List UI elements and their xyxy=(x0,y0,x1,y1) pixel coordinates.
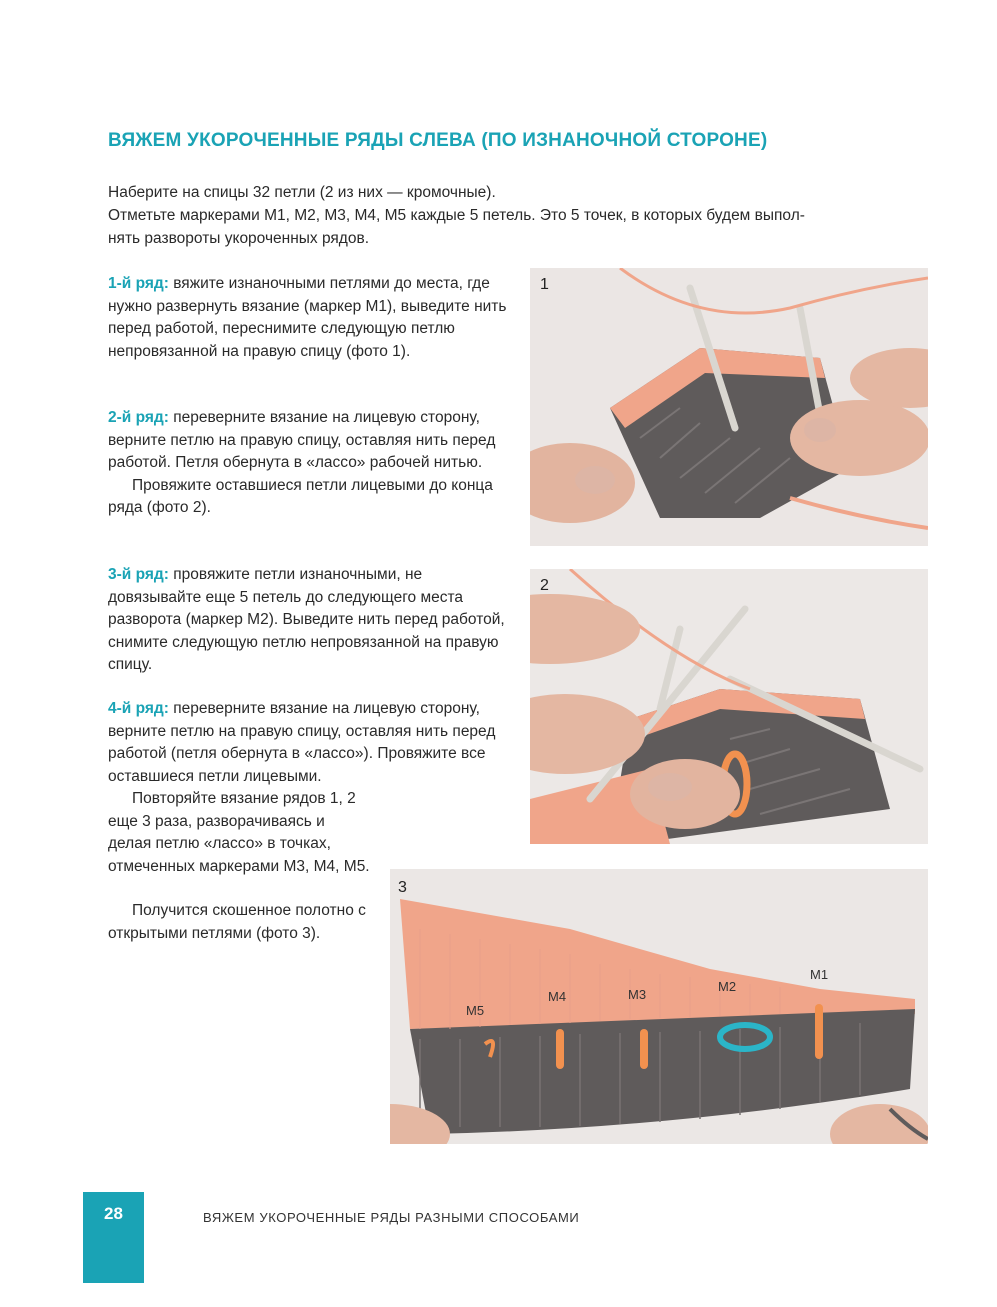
photo-2-number: 2 xyxy=(540,577,549,594)
photo-2 xyxy=(530,569,928,844)
row-1-label: 1-й ряд: xyxy=(108,275,169,292)
row-1-text: вяжите изнаночными петлями до места, где нужно развернуть вязание (маркер М1), выведите нить перед работой, переснимите следующую петлю непровязанной на правую спицу (фото 1). xyxy=(108,275,507,360)
photo-3-number: 3 xyxy=(398,879,407,896)
section-heading: ВЯЖЕМ УКОРОЧЕННЫЕ РЯДЫ СЛЕВА (ПО ИЗНАНОЧНОЙ СТОРОНЕ) xyxy=(108,130,768,151)
page-number: 28 xyxy=(104,1204,123,1223)
row-4-instruction xyxy=(108,698,508,788)
marker-label-m4: М4 xyxy=(548,989,567,1004)
intro-line-2: Отметьте маркерами М1, М2, М3, М4, М5 каждые 5 петель. Это 5 точек, в которых будем выпол- xyxy=(108,207,805,224)
intro-line-3: нять развороты укороченных рядов. xyxy=(108,230,370,247)
row-2-instruction xyxy=(108,407,508,520)
marker-label-m2: М2 xyxy=(718,979,737,994)
row-2-extra: Провяжите оставшиеся петли лицевыми до конца ряда (фото 2). xyxy=(108,476,493,516)
intro-line-1: Наберите на спицы 32 петли (2 из них — кромочные). xyxy=(108,184,496,201)
intro-paragraph xyxy=(108,181,928,250)
photo-2-illustration xyxy=(530,569,928,844)
photo-1-illustration xyxy=(530,268,928,546)
repeat-text: Повторяйте вязание рядов 1, 2 еще 3 раза, разворачиваясь и делая петлю «лассо» в точках, отмеченных маркерами М3, М4, М5. xyxy=(108,790,370,875)
row-2-text: переверните вязание на лицевую сторону, верните петлю на правую спицу, оставляя нить перед работой. Петля обернута в «лассо» рабочей нитью. xyxy=(108,409,496,471)
result-text: Получится скошенное полотно с открытыми петлями (фото 3). xyxy=(108,902,366,942)
row-2-label: 2-й ряд: xyxy=(108,409,169,426)
marker-label-m1: М1 xyxy=(810,967,829,982)
marker-label-m5: М5 xyxy=(466,1003,485,1018)
row-3-instruction xyxy=(108,564,508,677)
repeat-instruction xyxy=(108,788,370,878)
photo-1-number: 1 xyxy=(540,276,549,293)
photo-3 xyxy=(390,869,928,1144)
row-4-label: 4-й ряд: xyxy=(108,700,169,717)
page-number-box xyxy=(83,1192,144,1283)
result-note xyxy=(108,900,370,945)
row-1-instruction xyxy=(108,273,508,363)
photo-1 xyxy=(530,268,928,546)
row-3-text: провяжите петли изнаночными, не довязывайте еще 5 петель до следующего места разворота (маркер М2). Выведите нить перед работой, снимите следующую петлю непровязанной на правую спицу. xyxy=(108,566,505,673)
row-3-label: 3-й ряд: xyxy=(108,566,169,583)
running-footer: ВЯЖЕМ УКОРОЧЕННЫЕ РЯДЫ РАЗНЫМИ СПОСОБАМИ xyxy=(203,1210,580,1225)
marker-label-m3: М3 xyxy=(628,987,647,1002)
row-4-text: переверните вязание на лицевую сторону, верните петлю на правую спицу, оставляя нить перед работой (петля обернута в «лассо»). Провяжите все оставшиеся петли лицевыми. xyxy=(108,700,496,785)
